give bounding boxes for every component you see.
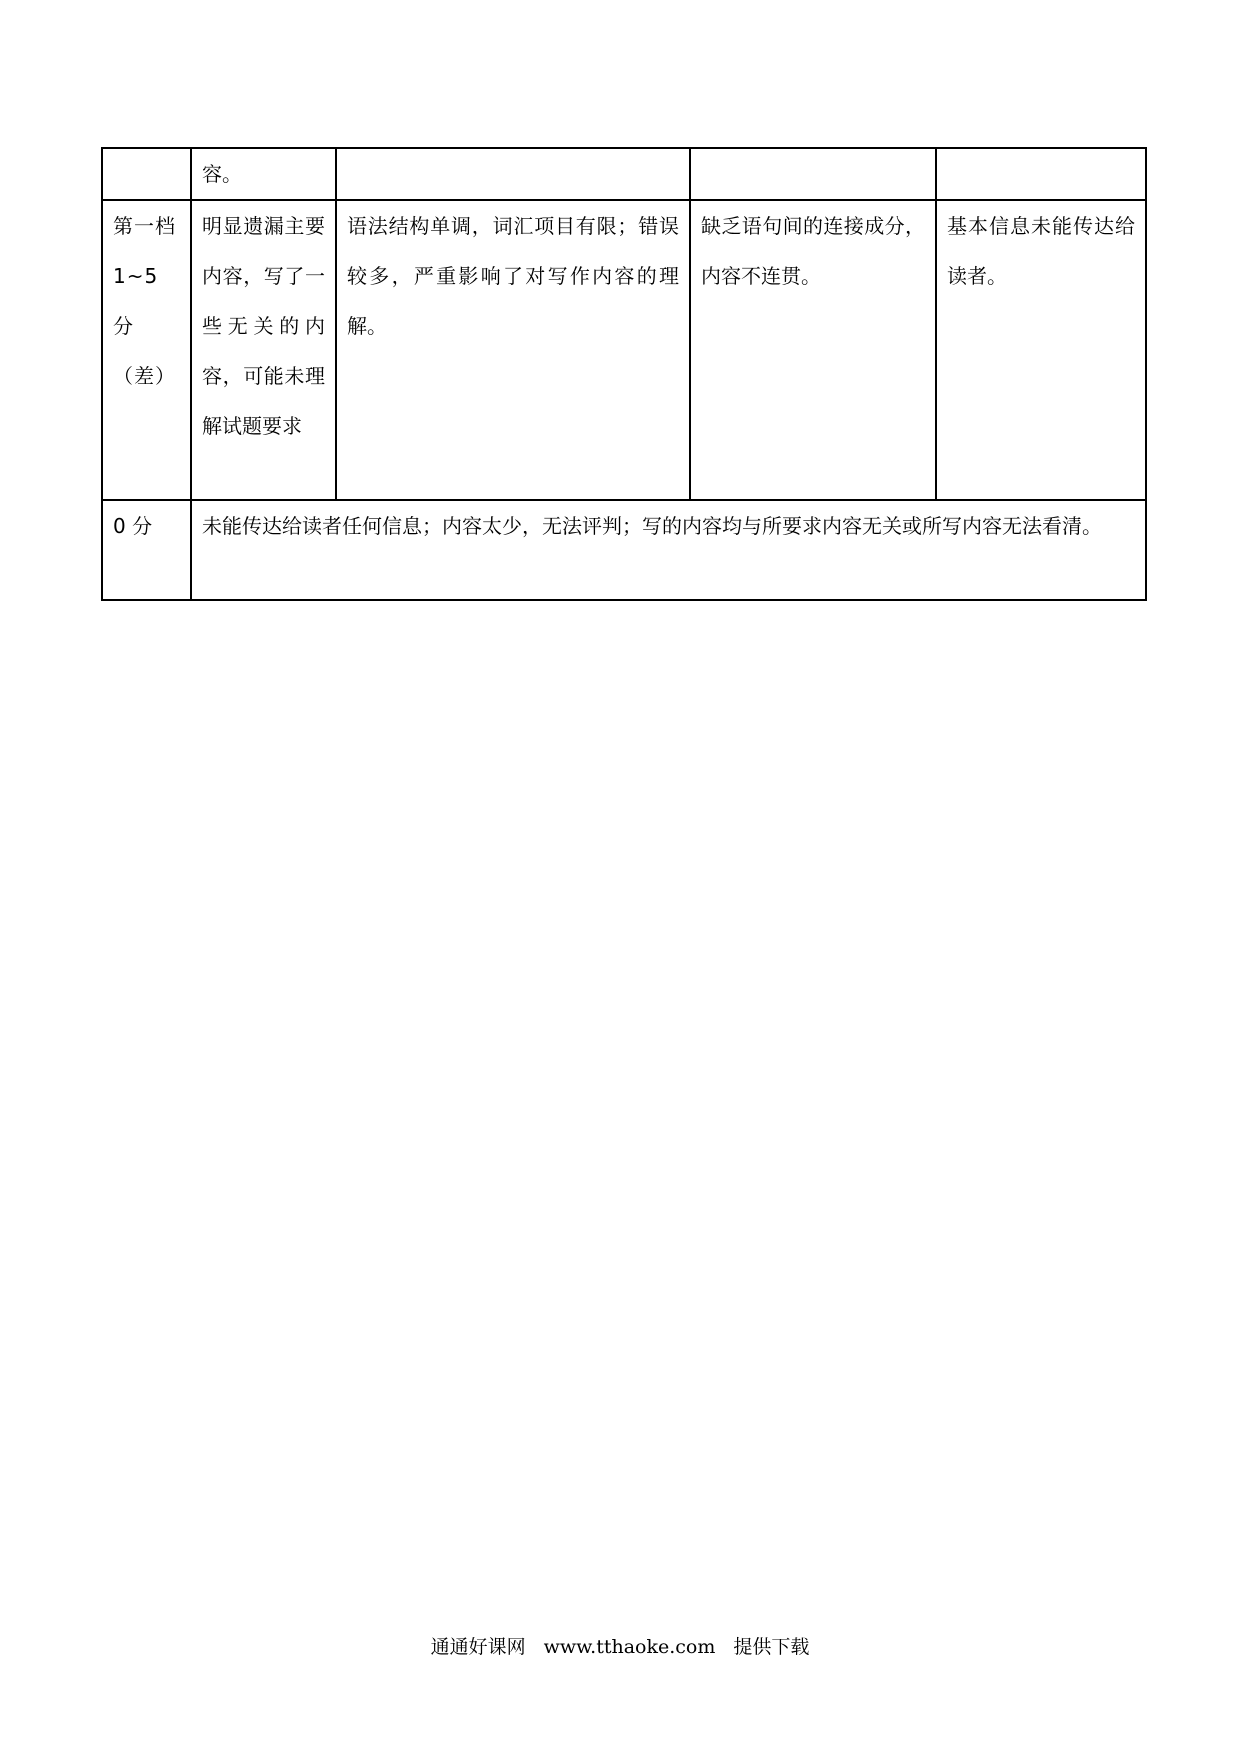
language-cell: 语法结构单调，词汇项目有限；错误较多，严重影响了对写作内容的理解。 (336, 200, 690, 500)
footer-url[interactable]: www.tthaoke.com (543, 1636, 716, 1658)
table-row-band-1 (102, 200, 1146, 500)
content-cell: 容。 (191, 148, 336, 200)
level-score: 1~5 分 (113, 264, 159, 338)
language-cell (336, 148, 690, 200)
footer-suffix: 提供下载 (733, 1636, 810, 1658)
level-cell (102, 200, 191, 500)
cohesion-cell (690, 148, 936, 200)
content-cell: 明显遗漏主要内容，写了一些无关的内容，可能未理解试题要求 (191, 200, 336, 500)
table-row-continued (102, 148, 1146, 200)
communication-cell: 基本信息未能传达给读者。 (936, 200, 1146, 500)
scoring-rubric-table (101, 147, 1147, 601)
cohesion-cell: 缺乏语句间的连接成分，内容不连贯。 (690, 200, 936, 500)
level-name: 第一档 (113, 214, 176, 238)
level-cell (102, 148, 191, 200)
page-footer (0, 1632, 1240, 1662)
footer-site-name: 通通好课网 (430, 1636, 526, 1658)
communication-cell (936, 148, 1146, 200)
table-row-zero-score (102, 500, 1146, 600)
level-grade: （差） (113, 364, 176, 388)
zero-score-description: 未能传达给读者任何信息；内容太少，无法评判；写的内容均与所要求内容无关或所写内容无法看清。 (191, 500, 1146, 600)
level-cell: 0 分 (102, 500, 191, 600)
